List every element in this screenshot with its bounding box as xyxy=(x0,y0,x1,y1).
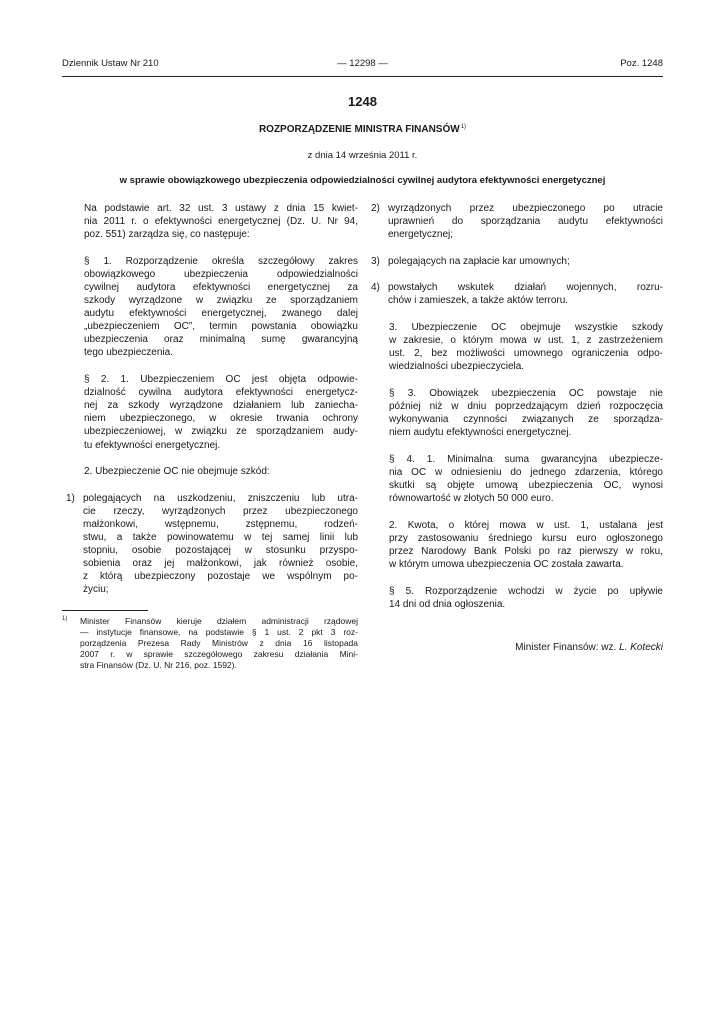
text-line: poz. 551) zarządza się, co następuje: xyxy=(84,229,250,241)
exclusion-item-4 xyxy=(367,281,663,307)
footnote-mark: 1) xyxy=(62,615,68,622)
text-line: § 4. 1. Minimalna suma gwarancyjna ubezpiecze- xyxy=(389,453,663,465)
text-line: § 5. Rozporządzenie wchodzi w życie po upływie xyxy=(389,585,663,597)
text-line: § 1. Rozporządzenie określa szczegółowy zakres xyxy=(84,255,358,267)
text-line: małżonkowi, wstępnemu, zstępnemu, rodzeń- xyxy=(83,518,358,530)
exclusion-item-1 xyxy=(62,492,358,597)
text-line: nej za szkody wyrządzone działaniem lub zaniecha- xyxy=(84,400,358,412)
text-line: ubezpieczenia oraz minimalną sumę gwarancyjną xyxy=(84,334,358,346)
text-line: energetycznej; xyxy=(388,229,454,241)
text-line: — instytucje finansowe, na podstawie § 1 ust. 2 pkt 3 roz- xyxy=(80,626,358,637)
item-text xyxy=(83,492,358,597)
signature-name: L. Kotecki xyxy=(619,641,663,653)
exclusion-item-3 xyxy=(367,255,663,268)
footnote xyxy=(62,616,358,671)
item-text xyxy=(388,202,663,241)
text-line: audytu efektywności energetycznej, zwanego dalej xyxy=(84,308,358,320)
text-line: ubezpieczeniowej, w związku ze sporządzaniem audy- xyxy=(84,426,358,438)
left-column xyxy=(62,202,358,671)
header-divider xyxy=(62,76,663,77)
position-number: Poz. 1248 xyxy=(620,58,663,69)
text-line: obowiązkowego ubezpieczenia odpowiedzialności xyxy=(84,268,358,280)
text-line: Na podstawie art. 32 ust. 3 ustawy z dnia 15 kwiet- xyxy=(84,203,358,214)
text-line: równowartość w złotych 50 000 euro. xyxy=(389,493,554,505)
text-line: uprawnień do sporządzania audytu efektywności xyxy=(388,216,663,228)
text-line: 2. Kwota, o której mowa w ust. 1, ustalana jest xyxy=(389,519,663,531)
page-number: — 12298 — xyxy=(337,58,388,69)
text-line: powstałych wskutek działań wojennych, rozru- xyxy=(388,282,663,294)
text-line: z którą ubezpieczony pozostaje we wspólnym po- xyxy=(83,571,358,583)
item-number: 4) xyxy=(371,282,380,294)
text-line: polegających na uszkodzeniu, zniszczeniu lub utra- xyxy=(83,492,358,504)
text-line: stra Finansów (Dz. U. Nr 216, poz. 1592). xyxy=(80,659,237,670)
text-line: tego ubezpieczenia. xyxy=(84,347,173,359)
text-line: sobienia oraz jej małżonkowi, jak również osobie, xyxy=(83,558,358,570)
act-title xyxy=(0,121,725,136)
text-line: polegających na zapłacie kar umownych; xyxy=(388,255,570,267)
text-line: w zakresie, o którym mowa w ust. 1, z zastrzeżeniem xyxy=(389,335,663,347)
paragraph-2-section-2 xyxy=(62,465,358,478)
text-line: cywilnej audytora efektywności energetycznej za xyxy=(84,281,358,293)
text-line: nia OC w odniesieniu do jednego zdarzenia, którego xyxy=(389,466,663,478)
text-line: wiedzialności ubezpieczyciela. xyxy=(389,361,525,373)
journal-name: Dziennik Ustaw Nr 210 xyxy=(62,58,159,69)
item-number: 1) xyxy=(66,492,75,504)
text-line: 14 dni od dnia ogłoszenia. xyxy=(389,598,506,610)
act-number: 1248 xyxy=(348,94,377,109)
text-line: przez Narodowy Bank Polski po raz pierwszy w roku, xyxy=(389,545,663,557)
text-line: chów i zamieszek, a także aktów terroru. xyxy=(388,295,569,307)
text-line: później niż w dniu poprzedzającym dzień rozpoczęcia xyxy=(389,401,663,413)
item-number: 3) xyxy=(371,255,380,267)
act-subject: w sprawie obowiązkowego ubezpieczenia odpowiedzialności cywilnej audytora efektywności energetycznej xyxy=(119,175,606,186)
text-line: ust. 2, bez możliwości umownego ograniczenia odpo- xyxy=(389,348,663,360)
item-number: 2) xyxy=(371,203,380,214)
text-line: wykonywania czynności związanych ze sporządza- xyxy=(389,414,663,426)
paragraph-2-section-3 xyxy=(367,321,663,373)
item-text xyxy=(388,281,663,307)
text-line: skutki są objęte umową ubezpieczenia OC, wynosi xyxy=(389,480,663,491)
text-line: 2007 r. w sprawie szczegółowego zakresu działania Mini- xyxy=(80,648,358,659)
item-text xyxy=(388,255,663,268)
signature xyxy=(367,641,663,654)
preamble xyxy=(62,202,358,241)
signature-prefix: Minister Finansów: wz. xyxy=(515,641,617,653)
paragraph-1 xyxy=(62,255,358,360)
paragraph-5 xyxy=(367,585,663,611)
text-line: w którym umowa ubezpieczenia OC została zawarta. xyxy=(389,558,624,570)
paragraph-3 xyxy=(367,387,663,439)
act-date: z dnia 14 września 2011 r. xyxy=(307,150,418,161)
text-line: wyrządzonych przez ubezpieczonego po utracie xyxy=(388,203,663,214)
text-line: dzialność cywilna audytora efektywności energetycz- xyxy=(84,387,358,399)
text-line: tu efektywności energetycznej. xyxy=(84,439,221,451)
text-line: „ubezpieczeniem OC”, termin powstania obowiązku xyxy=(84,321,358,333)
footnote-text xyxy=(80,616,358,671)
text-line: § 3. Obowiązek ubezpieczenia OC powstaje nie xyxy=(389,387,663,399)
exclusion-item-2 xyxy=(367,202,663,241)
text-line: 2. Ubezpieczenie OC nie obejmuje szkód: xyxy=(84,466,270,478)
text-line: stopniu, osobie pozostającej w stosunku przyspo- xyxy=(83,545,358,557)
text-line: niem audytu efektywności energetycznej. xyxy=(389,427,572,439)
text-line: 3. Ubezpieczenie OC obejmuje wszystkie szkody xyxy=(389,322,663,334)
text-line: przy zastosowaniu średniego kursu euro ogłoszonego xyxy=(389,532,663,544)
text-line: nia 2011 r. o efektywności energetycznej (Dz. U. Nr 94, xyxy=(84,216,358,228)
text-line: porządzenia Prezesa Rady Ministrów z dnia 16 listopada xyxy=(80,637,358,648)
text-line: cie rzeczy, wyrządzonych przez ubezpieczonego xyxy=(83,505,358,517)
text-line: § 2. 1. Ubezpieczeniem OC jest objęta odpowie- xyxy=(84,374,358,386)
text-line: stwu, a także powinowatemu w tej samej linii lub xyxy=(83,531,358,543)
footnote-divider xyxy=(62,610,148,611)
text-line: niem ubezpieczonego, w okresie trwania ochrony xyxy=(84,413,358,425)
text-line: szkody wyrządzone w związku ze sporządzaniem xyxy=(84,295,358,307)
paragraph-4-section-2 xyxy=(367,519,663,571)
act-title-text: ROZPORZĄDZENIE MINISTRA FINANSÓW xyxy=(258,124,460,135)
text-line: życiu; xyxy=(83,584,109,596)
paragraph-4-section-1 xyxy=(367,453,663,505)
right-column xyxy=(367,202,663,654)
act-title-footnote-mark: 1) xyxy=(460,124,467,130)
paragraph-2-section-1 xyxy=(62,373,358,452)
text-line: Minister Finansów kieruje działem administracji rządowej xyxy=(80,615,358,626)
